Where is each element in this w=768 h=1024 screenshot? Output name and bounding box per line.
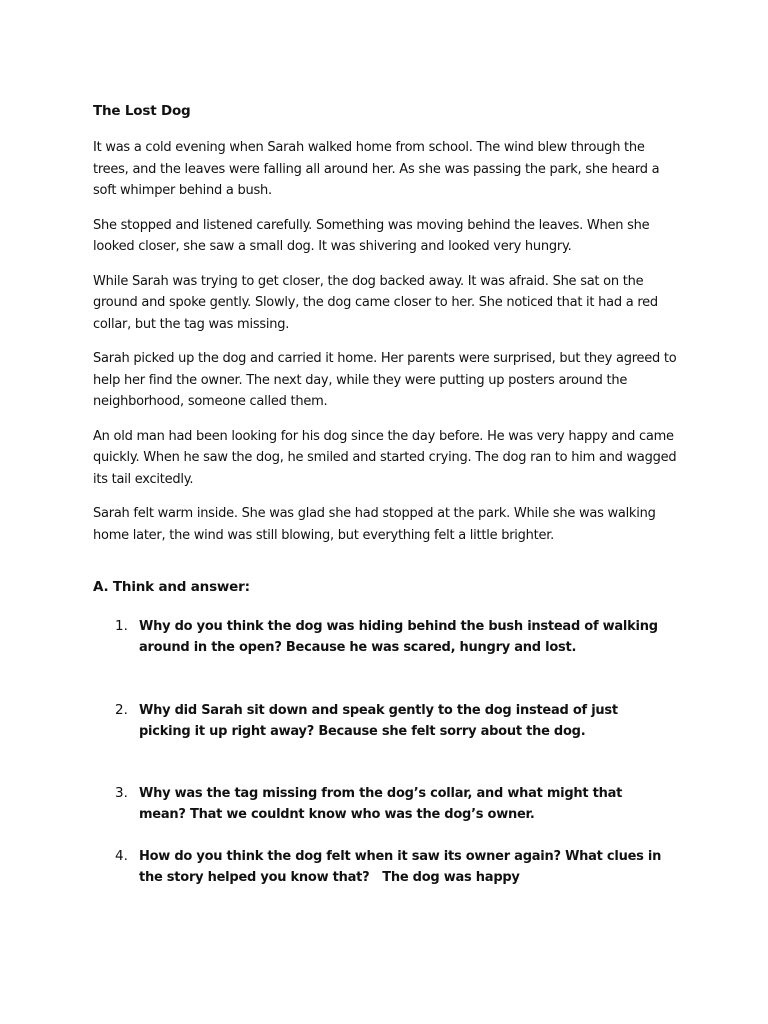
question-text: How do you think the dog felt when it saw its owner again? What clues in the story helped you know that?: [139, 849, 662, 885]
question-number: 1.: [115, 618, 128, 634]
document-title: The Lost Dog: [93, 103, 191, 119]
paragraph: It was a cold evening when Sarah walked home from school. The wind blew through the trees, and the leaves were falling all around her. As she was passing the park, she heard a soft whimper behind a bush.: [93, 140, 660, 198]
question-text: Why did Sarah sit down and speak gently to the dog instead of just picking it up right away?: [139, 703, 618, 739]
question-number: 4.: [115, 848, 128, 864]
answer-text: Because he was scared, hungry and lost.: [285, 640, 577, 655]
section-heading: A. Think and answer:: [93, 579, 250, 595]
question-number: 3.: [115, 785, 128, 801]
question-text: Why was the tag missing from the dog’s collar, and what might that mean?: [139, 786, 623, 822]
question-text: Why do you think the dog was hiding behind the bush instead of walking around in the open?: [139, 619, 658, 655]
paragraph: She stopped and listened carefully. Something was moving behind the leaves. When she looked closer, she saw a small dog. It was shivering and looked very hungry.: [93, 217, 650, 254]
answer-text: That we couldnt know who was the dog’s owner.: [189, 807, 535, 822]
answer-text: The dog was happy: [382, 870, 520, 885]
paragraph: Sarah felt warm inside. She was glad she had stopped at the park. While she was walking home later, the wind was still blowing, but everything felt a little brighter.: [93, 506, 656, 543]
paragraph: Sarah picked up the dog and carried it home. Her parents were surprised, but they agreed to help her find the owner. The next day, while they were putting up posters around the neighborhood, someone called them.: [93, 351, 677, 409]
question-body: [139, 846, 669, 888]
answer-text: Because she felt sorry about the dog.: [318, 724, 586, 739]
story-text: [93, 137, 683, 559]
question-number: 2.: [115, 702, 128, 718]
question-body: [139, 783, 669, 825]
question-body: [139, 616, 669, 658]
paragraph: An old man had been looking for his dog since the day before. He was very happy and came quickly. When he saw the dog, he smiled and started crying. The dog ran to him and wagged its tail excitedly.: [93, 428, 677, 487]
question-body: [139, 700, 669, 742]
paragraph: While Sarah was trying to get closer, the dog backed away. It was afraid. She sat on the ground and spoke gently. Slowly, the dog came closer to her. She noticed that it had a red collar, but the tag was missing.: [93, 273, 658, 332]
